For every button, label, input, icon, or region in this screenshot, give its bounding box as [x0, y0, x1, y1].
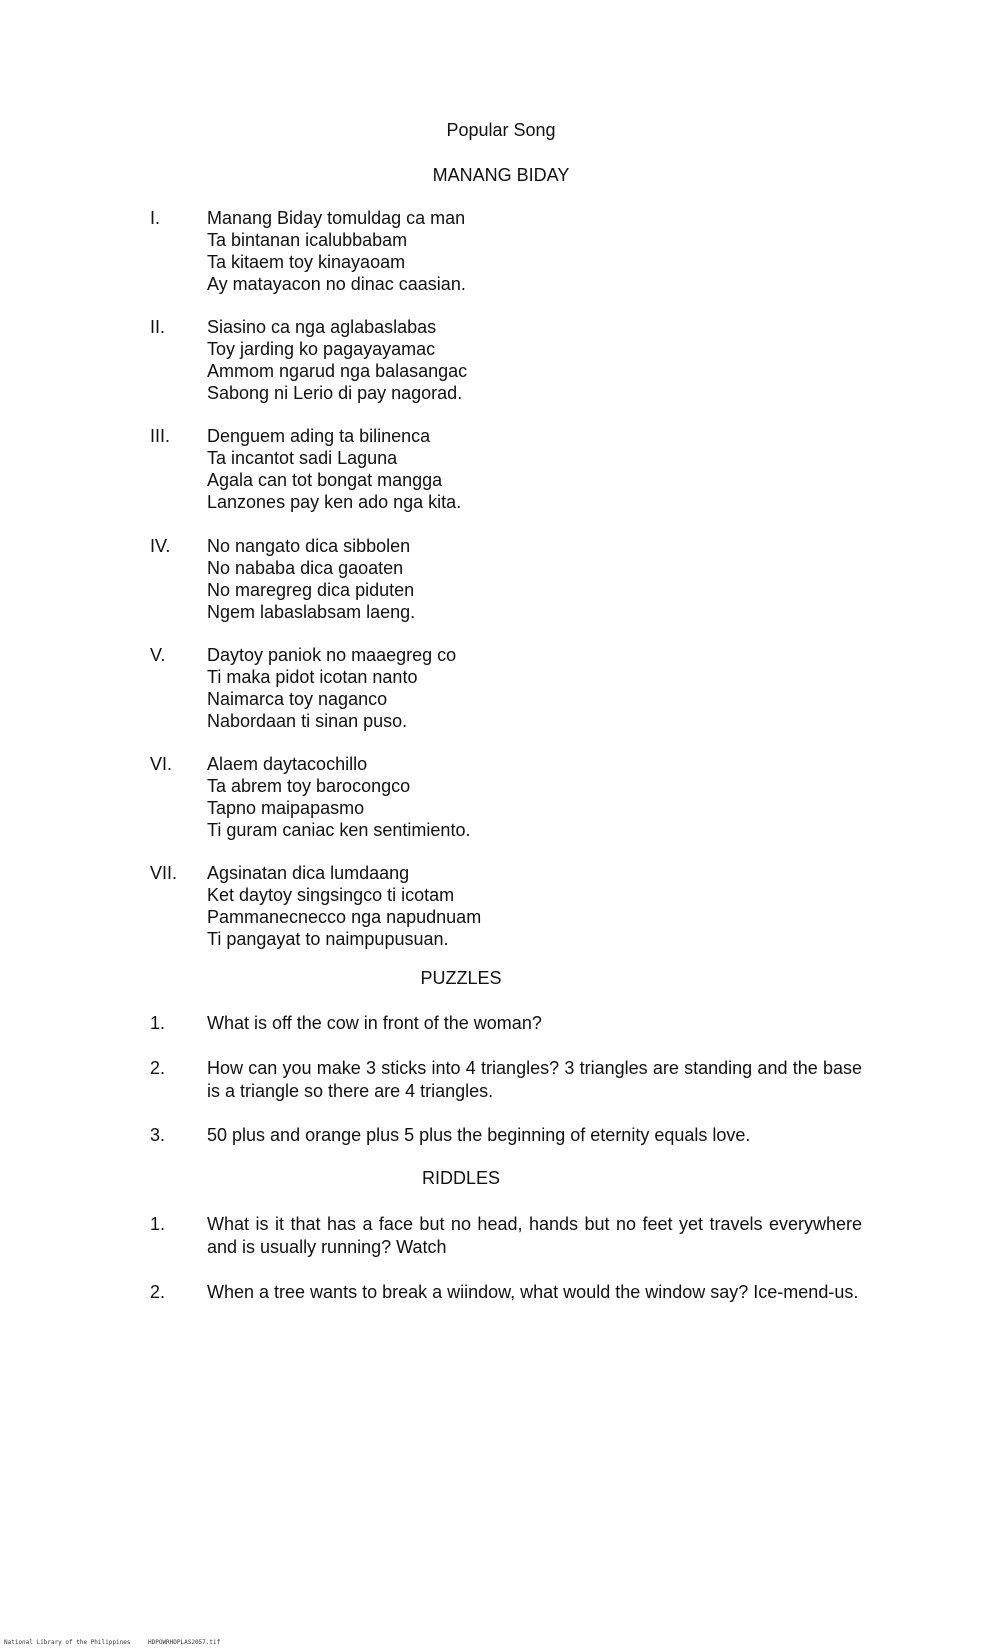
riddle-number: 2. [150, 1282, 166, 1302]
footer-code: HDPOWRHDPLAS2057.tif [148, 1639, 221, 1646]
lyric-line: No nangato dica sibbolen [207, 536, 411, 556]
stanza-numeral: III. [150, 426, 171, 446]
riddle-number: 1. [150, 1214, 166, 1234]
stanza-numeral: VI. [150, 754, 173, 774]
lyric-line: Ay matayacon no dinac caasian. [207, 274, 466, 294]
lyric-line: Ti maka pidot icotan nanto [207, 667, 418, 687]
lyric-line: Agsinatan dica lumdaang [207, 863, 410, 883]
puzzles-heading: PUZZLES [420, 968, 502, 988]
lyric-line: Ti pangayat to naimpupusuan. [207, 929, 449, 949]
lyric-line: Ta incantot sadi Laguna [207, 448, 398, 468]
lyric-line: Daytoy paniok no maaegreg co [207, 645, 457, 665]
puzzle-number: 3. [150, 1125, 166, 1145]
lyric-line: Tapno maipapasmo [207, 798, 365, 818]
puzzle-number: 2. [150, 1058, 166, 1078]
lyric-line: Ta abrem toy barocongco [207, 776, 411, 796]
puzzle-text: 50 plus and orange plus 5 plus the beginning of eternity equals love. [207, 1125, 751, 1145]
riddles-heading: RIDDLES [421, 1168, 501, 1188]
lyric-line: Manang Biday tomuldag ca man [207, 208, 466, 228]
stanza-numeral: II. [150, 317, 166, 337]
lyric-line: No nababa dica gaoaten [207, 558, 404, 578]
lyric-line: Siasino ca nga aglabaslabas [207, 317, 437, 337]
lyric-line: Naimarca toy naganco [207, 689, 388, 709]
riddle-text: When a tree wants to break a wiindow, what would the window say? Ice-mend-us. [207, 1282, 859, 1302]
lyric-line: Pammanecnecco nga napudnuam [207, 907, 482, 927]
puzzle-number: 1. [150, 1013, 166, 1033]
song-title: MANANG BIDAY [432, 165, 570, 185]
stanza-numeral: V. [150, 645, 166, 665]
lyric-line: No maregreg dica piduten [207, 580, 415, 600]
footer-library: National Library of the Philippines [4, 1639, 131, 1646]
puzzle-text: What is off the cow in front of the woman? [207, 1013, 542, 1033]
lyric-line: Denguem ading ta bilinenca [207, 426, 431, 446]
lyric-line: Ket daytoy singsingco ti icotam [207, 885, 455, 905]
lyric-line: Alaem daytacochillo [207, 754, 368, 774]
stanza-numeral: I. [150, 208, 161, 228]
lyric-line: Nabordaan ti sinan puso. [207, 711, 408, 731]
document-label: Popular Song [446, 120, 556, 140]
stanza-numeral: IV. [150, 536, 171, 556]
lyric-line: Ti guram caniac ken sentimiento. [207, 820, 471, 840]
lyric-line: Lanzones pay ken ado nga kita. [207, 492, 462, 512]
puzzle-text: How can you make 3 sticks into 4 triangles? 3 triangles are standing and the base is a triangle so there are 4 triangles. [207, 1058, 862, 1101]
lyric-line: Toy jarding ko pagayayamac [207, 339, 436, 359]
lyric-line: Agala can tot bongat mangga [207, 470, 443, 490]
lyric-line: Ta kitaem toy kinayaoam [207, 252, 406, 272]
lyric-line: Ammom ngarud nga balasangac [207, 361, 468, 381]
stanza-numeral: VII. [150, 863, 178, 883]
lyric-line: Sabong ni Lerio di pay nagorad. [207, 383, 463, 403]
lyric-line: Ta bintanan icalubbabam [207, 230, 408, 250]
riddle-text: What is it that has a face but no head, hands but no feet yet travels everywhere and is usually running? Watch [207, 1214, 862, 1257]
lyric-line: Ngem labaslabsam laeng. [207, 602, 416, 622]
